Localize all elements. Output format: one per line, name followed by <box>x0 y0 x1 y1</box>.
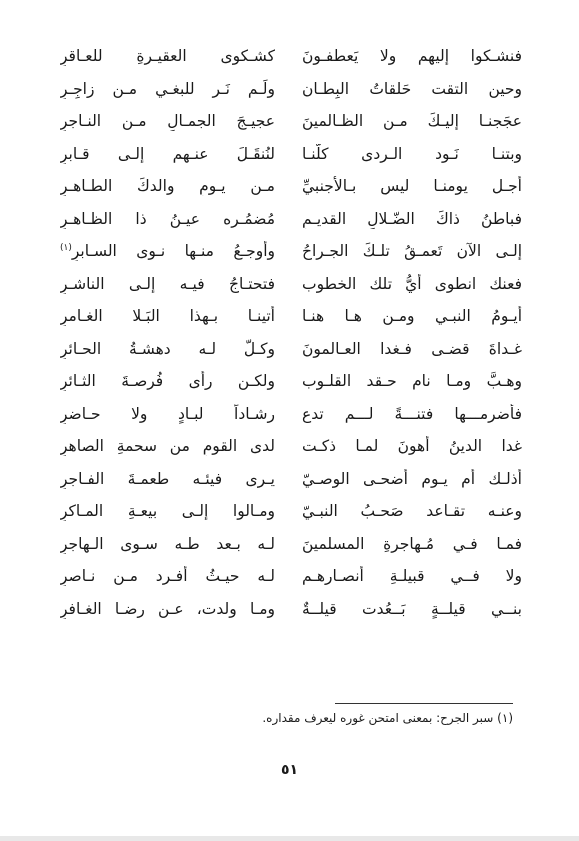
verse-first-hemistich: غدا الدينُ أهونَ لمـا ذكـت <box>302 437 522 456</box>
verse-line <box>60 398 522 431</box>
verse-line <box>60 333 522 366</box>
verse-second-hemistich: لـه حيـثُ أفـرد مـن نـاصرِ <box>60 567 275 586</box>
verse-second-hemistich: عجيـجَ الجمـالِ مـن النـاجرِ <box>60 112 275 131</box>
footnote: (١) سبر الجرح: بمعنى امتحن غوره ليعرف مقداره. <box>262 711 513 725</box>
page-number: ٥١ <box>280 762 299 778</box>
verse-second-hemistich: لنُنقَـلَ عنـهم إلـى قـابرِ <box>60 144 275 163</box>
verse-first-hemistich: بنــي قيلــةٍ بَــعُدت قيلــةٌ <box>302 599 522 618</box>
footnote-separator <box>335 703 513 704</box>
verse-line <box>60 495 522 528</box>
verse-first-hemistich: وبتنـا نَـود الـردى كلّنـا <box>302 144 522 163</box>
verse-second-hemistich: وكـلٌّ لـه دهشـةُ الحـائرِ <box>60 339 275 358</box>
verse-first-hemistich: فعنك انطوى أيُّ تلك الخطوب <box>302 274 522 293</box>
verse-first-hemistich: فباطنُ ذاكَ الضّـلالِ القديـمِ <box>302 209 522 228</box>
verse-second-hemistich: ولَـم نَـر للبغـي مـن زاجِـرِ <box>60 79 275 98</box>
verse-second-hemistich: ومـا ولدت، عـن رضـا الغـافرِ <box>60 599 275 618</box>
verse-line <box>60 300 522 333</box>
verse-first-hemistich: أذلـك أم يـوم أضحـى الوصـيّ <box>302 469 522 488</box>
verse-line <box>60 560 522 593</box>
verse-first-hemistich: عجَجنـا إليـكَ مـن الظـالمينَ <box>302 112 522 131</box>
verse-first-hemistich: أيـومُ النبـي ومـن هـا هنـا <box>302 307 522 326</box>
footnote-marker: (١) <box>60 243 72 254</box>
verse-second-hemistich: لدى القومِ من سحمةِ الصاهرِ <box>60 437 275 456</box>
page-bottom-edge <box>0 836 579 841</box>
verse-line <box>60 268 522 301</box>
verse-first-hemistich: فنشـكوا إليهم ولا يَعطفـونَ <box>302 47 522 66</box>
verse-line <box>60 138 522 171</box>
verse-first-hemistich: فمـا فـي مُـهاجرةِ المسلمينَ <box>302 534 522 553</box>
verse-line <box>60 40 522 73</box>
verse-second-hemistich: كشـكوى العقيـرةِ للعـاقرِ <box>60 47 275 66</box>
verse-line <box>60 463 522 496</box>
verse-line <box>60 593 522 626</box>
verse-first-hemistich: وحين التقت حَلقاتُ البِطـان <box>302 79 522 98</box>
verse-second-hemistich: أُتينـا بـهذا البَـلا الغـامرِ <box>60 307 275 326</box>
verse-first-hemistich: أجـل يومنـا ليس بـالأجنبيِّ <box>302 177 522 196</box>
verse-second-hemistich: ولكـن رأى فُرصـةَ الثـائرِ <box>60 372 275 391</box>
verse-second-hemistich: ومـالوا إلـى بيعـةِ المـاكرِ <box>60 502 275 521</box>
verse-second-hemistich: رشـاداً لبـادٍ ولا حـاضرِ <box>60 404 275 423</box>
verse-line <box>60 203 522 236</box>
verse-first-hemistich: فأضرمـــها فتنـــةً لـــم تدع <box>302 404 522 423</box>
verse-second-hemistich: مـن يـومِ والدكَ الطـاهـرِ <box>60 177 275 196</box>
verse-line <box>60 105 522 138</box>
verse-second-hemistich: مُضمُـره عيـنُ ذا الظـاهـرِ <box>60 209 275 228</box>
verse-line <box>60 73 522 106</box>
verse-second-hemistich: لـه بـعد طـه سـوى الـهاجرِ <box>60 534 275 553</box>
verse-first-hemistich: وهـبَّ ومـا نام حـقد القلـوب <box>302 372 522 391</box>
verse-line <box>60 430 522 463</box>
verse-second-hemistich: وأوجـعُ منـها نـوى السـابرِ$^{(١)}$ <box>60 242 275 261</box>
verse-line <box>60 528 522 561</box>
verse-first-hemistich: إلـى الآن تَعمـقُ تلـكَ الجـراحُ <box>302 242 522 261</box>
verse-line <box>60 365 522 398</box>
verse-line <box>60 235 522 268</box>
poem-body <box>60 40 522 625</box>
verse-first-hemistich: غـداةَ قضـى فـغدا العـالمونَ <box>302 339 522 358</box>
verse-second-hemistich: فتحتـاجُ فيـه إلـى الناشـرِ <box>60 274 275 293</box>
verse-line <box>60 170 522 203</box>
verse-second-hemistich: يـرى فيئـه طعمـةَ الفـاجرِ <box>60 469 275 488</box>
verse-first-hemistich: وعنـه تقـاعد صَحـبُ النبـيّ <box>302 502 522 521</box>
verse-first-hemistich: ولا فــي قبيلـةِ أنصـارهـم <box>302 567 522 586</box>
